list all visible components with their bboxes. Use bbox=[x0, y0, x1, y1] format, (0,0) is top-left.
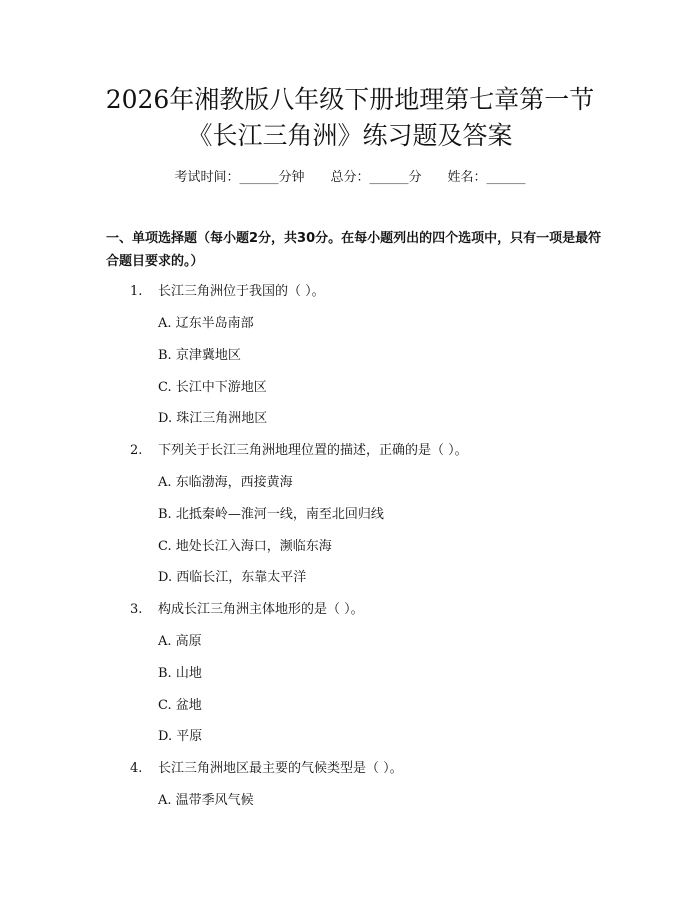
section-heading: 一、单项选择题（每小题2分，共30分。在每小题列出的四个选项中，只有一项是最符合题目要求的。） bbox=[106, 231, 602, 269]
question-option: A. 温带季风气候 bbox=[158, 793, 254, 808]
question-number: 3. bbox=[130, 602, 143, 617]
question-text: 下列关于长江三角洲地理位置的描述，正确的是（ ）。 bbox=[158, 443, 468, 458]
question-option: D. 平原 bbox=[158, 729, 203, 744]
student-name-field: 姓名：______ bbox=[447, 170, 526, 185]
question-option: B. 山地 bbox=[158, 666, 202, 681]
question-option: D. 西临长江，东靠太平洋 bbox=[158, 570, 307, 585]
question-option: A. 辽东半岛南部 bbox=[158, 316, 254, 331]
question-option: B. 北抵秦岭—淮河一线，南至北回归线 bbox=[158, 507, 384, 522]
question-option: A. 东临渤海，西接黄海 bbox=[158, 475, 293, 490]
question-text: 长江三角洲位于我国的（ ）。 bbox=[158, 284, 325, 299]
question-text: 构成长江三角洲主体地形的是（ ）。 bbox=[158, 602, 364, 617]
exam-meta bbox=[0, 168, 700, 188]
question-option: C. 盆地 bbox=[158, 698, 202, 713]
question-option: B. 京津冀地区 bbox=[158, 348, 241, 363]
exam-time: 考试时间：______分钟 bbox=[174, 170, 305, 185]
question-option: D. 珠江三角洲地区 bbox=[158, 411, 268, 426]
exam-total-score: 总分：______分 bbox=[330, 170, 422, 185]
document-title-line2: 《长江三角洲》练习题及答案 bbox=[187, 121, 513, 150]
question-option: A. 高原 bbox=[158, 634, 202, 649]
question-text: 长江三角洲地区最主要的气候类型是（ ）。 bbox=[158, 761, 403, 776]
question-option: C. 地处长江入海口，濒临东海 bbox=[158, 539, 332, 554]
question-number: 1. bbox=[130, 284, 143, 299]
question-option: C. 长江中下游地区 bbox=[158, 380, 267, 395]
document-title-line1: 2026年湘教版八年级下册地理第七章第一节 bbox=[105, 85, 595, 114]
question-number: 2. bbox=[130, 443, 143, 458]
question-number: 4. bbox=[130, 761, 143, 776]
